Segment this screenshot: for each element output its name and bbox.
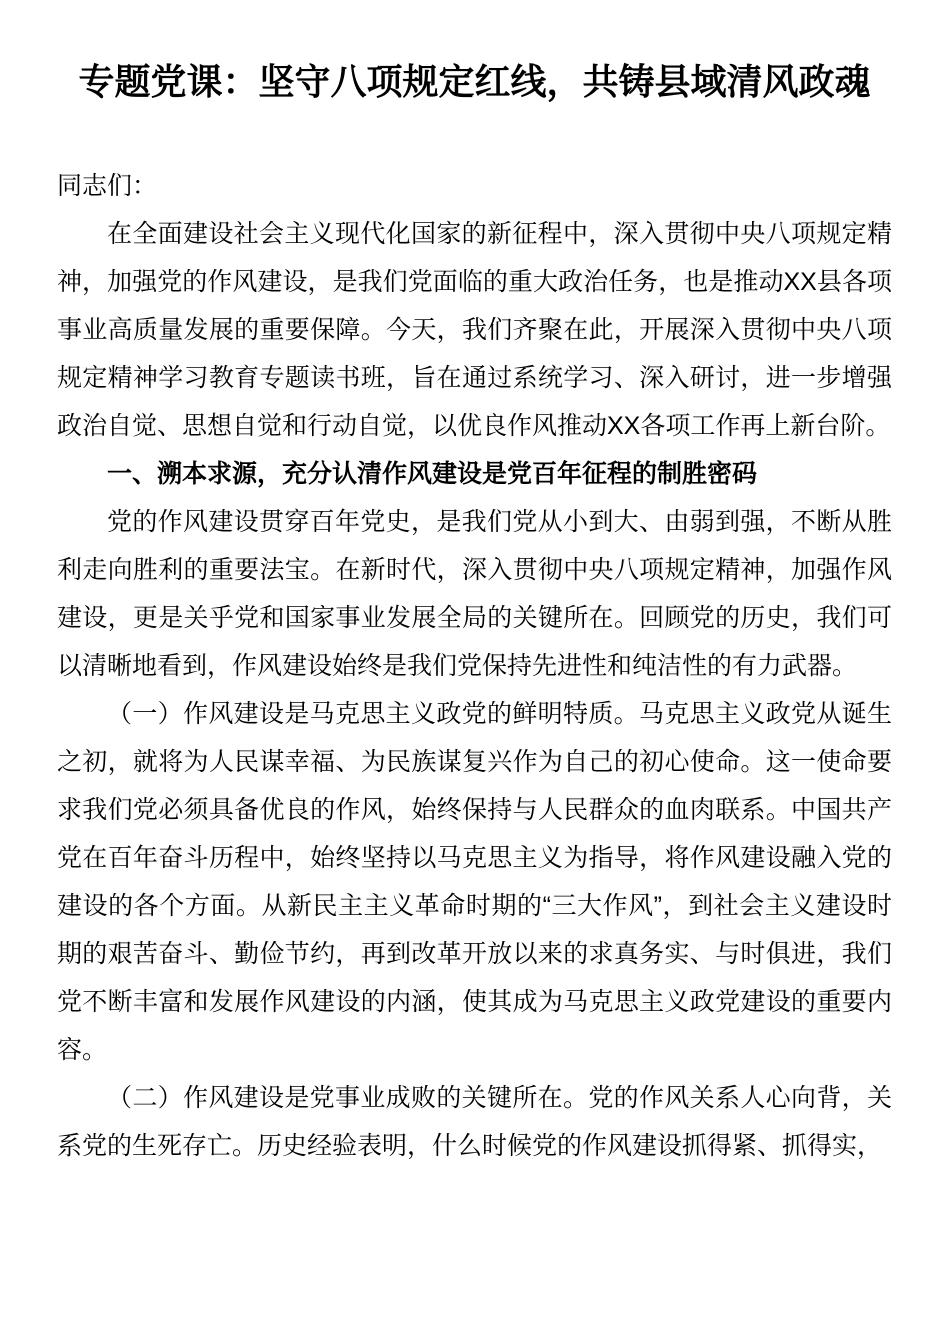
paragraph: （二）作风建设是党事业成败的关键所在。党的作风关系人心向背，关系党的生死存亡。历史经验表明，什么时候党的作风建设抓得紧、抓得实，	[57, 1084, 892, 1160]
document-body	[57, 162, 892, 1170]
paragraph: （一）作风建设是马克思主义政党的鲜明特质。马克思主义政党从诞生之初，就将为人民谋幸福、为民族谋复兴作为自己的初心使命。这一使命要求我们党必须具备优良的作风，始终保持与人民群众的血肉联系。中国共产党在百年奋斗历程中，始终坚持以马克思主义为指导，将作风建设融入党的建设的各个方面。从新民主主义革命时期的“三大作风”，到社会主义建设时期的艰苦奋斗、勤俭节约，再到改革开放以来的求真务实、与时俱进，我们党不断丰富和发展作风建设的内涵，使其成为马克思主义政党建设的重要内容。	[57, 700, 892, 1064]
paragraph: 党的作风建设贯穿百年党史，是我们党从小到大、由弱到强，不断从胜利走向胜利的重要法宝。在新时代，深入贯彻中央八项规定精神，加强作风建设，更是关乎党和国家事业发展全局的关键所在。回顾党的历史，我们可以清晰地看到，作风建设始终是我们党保持先进性和纯洁性的有力武器。	[57, 508, 892, 680]
document-title: 专题党课：坚守八项规定红线，共铸县域清风政魂	[78, 61, 871, 102]
section-heading: 一、溯本求源，充分认清作风建设是党百年征程的制胜密码	[107, 460, 758, 488]
salutation: 同志们：	[57, 172, 158, 200]
paragraph-list	[57, 210, 892, 1170]
paragraph: 在全面建设社会主义现代化国家的新征程中，深入贯彻中央八项规定精神，加强党的作风建设，是我们党面临的重大政治任务，也是推动XX县各项事业高质量发展的重要保障。今天，我们齐聚在此，开展深入贯彻中央八项规定精神学习教育专题读书班，旨在通过系统学习、深入研讨，进一步增强政治自觉、思想自觉和行动自觉，以优良作风推动XX各项工作再上新台阶。	[57, 220, 892, 440]
